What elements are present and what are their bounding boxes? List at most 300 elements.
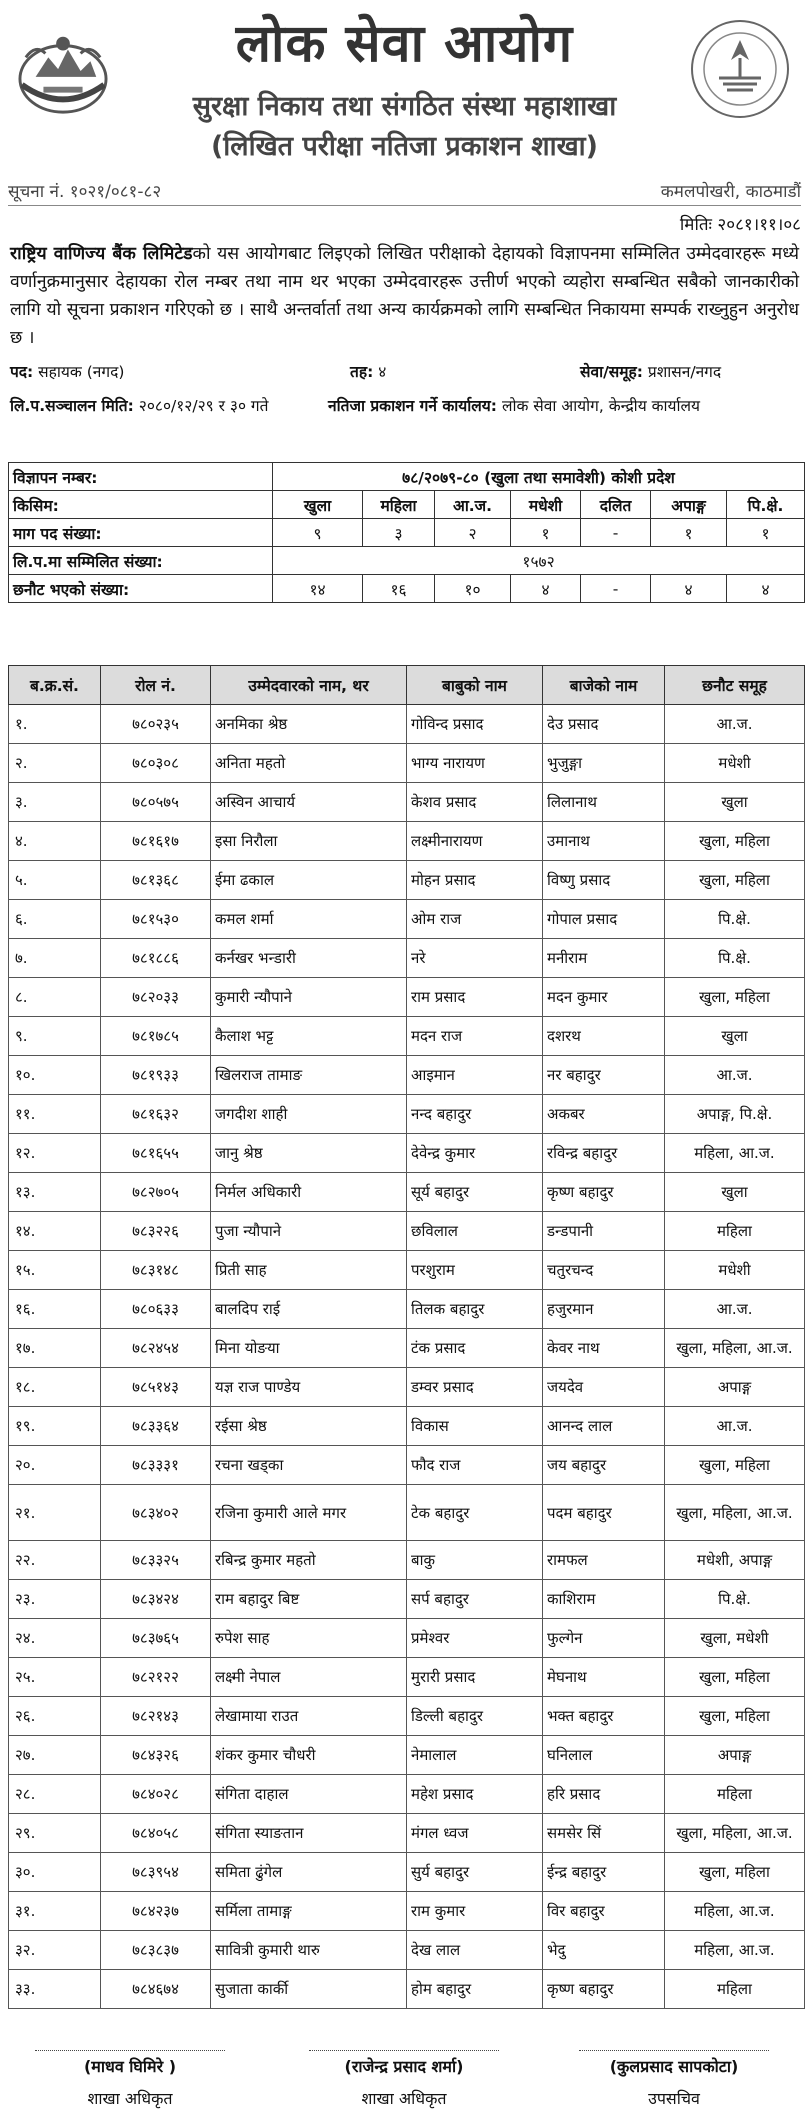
candidate-name: बालदिप राई: [211, 1290, 407, 1329]
grandfather-name: कृष्ण बहादुर: [543, 1173, 665, 1212]
serial-number: २.: [9, 744, 101, 783]
grandfather-name: जयदेव: [543, 1368, 665, 1407]
selected-group: खुला: [665, 783, 805, 822]
selected-count-cell: ४: [651, 575, 727, 603]
selected-group: खुला, महिला: [665, 1446, 805, 1485]
serial-number: ३२.: [9, 1931, 101, 1970]
serial-number: २३.: [9, 1580, 101, 1619]
roll-number: ७८२४५४: [101, 1329, 211, 1368]
advertisement-table: [8, 462, 805, 603]
selected-group: पि.क्षे.: [665, 1580, 805, 1619]
roll-number: ७८१५३०: [101, 900, 211, 939]
selected-group: खुला, महिला: [665, 861, 805, 900]
father-name: परशुराम: [407, 1251, 543, 1290]
father-name: गोविन्द प्रसाद: [407, 705, 543, 744]
grandfather-name: भुजुङ्गा: [543, 744, 665, 783]
selected-group: खुला, महिला, आ.ज.: [665, 1329, 805, 1368]
father-name: केशव प्रसाद: [407, 783, 543, 822]
appeared-value: १५७२: [273, 547, 805, 575]
appeared-label: लि.प.मा सम्मिलित संख्या:: [9, 547, 273, 575]
table-row: [9, 1173, 805, 1212]
serial-number: १.: [9, 705, 101, 744]
serial-number: २८.: [9, 1775, 101, 1814]
table-row: [9, 939, 805, 978]
results-column-header: छनौट समूह: [665, 666, 805, 705]
roll-number: ७८२१२२: [101, 1658, 211, 1697]
selected-count-cell: ४: [727, 575, 805, 603]
grandfather-name: डन्डपानी: [543, 1212, 665, 1251]
serial-number: ४.: [9, 822, 101, 861]
father-name: देवेन्द्र कुमार: [407, 1134, 543, 1173]
results-column-header: बाजेको नाम: [543, 666, 665, 705]
roll-number: ७८३४०२: [101, 1485, 211, 1541]
roll-number: ७८०३०८: [101, 744, 211, 783]
selected-group: मधेशी, अपाङ्ग: [665, 1541, 805, 1580]
candidate-name: अनमिका श्रेष्ठ: [211, 705, 407, 744]
demand-label: माग पद संख्या:: [9, 519, 273, 547]
selected-group: खुला, महिला: [665, 978, 805, 1017]
candidate-name: ईमा ढकाल: [211, 861, 407, 900]
quota-type-cell: दलित: [581, 491, 651, 519]
serial-number: ३.: [9, 783, 101, 822]
results-column-header: रोल नं.: [101, 666, 211, 705]
serial-number: १०.: [9, 1056, 101, 1095]
selected-group: अपाङ्ग: [665, 1368, 805, 1407]
candidate-name: सर्मिला तामाङ्ग: [211, 1892, 407, 1931]
serial-number: २५.: [9, 1658, 101, 1697]
results-column-header: बाबुको नाम: [407, 666, 543, 705]
grandfather-name: मदन कुमार: [543, 978, 665, 1017]
roll-number: ७८३३३१: [101, 1446, 211, 1485]
roll-number: ७८४३२६: [101, 1736, 211, 1775]
level-value: ४: [378, 363, 387, 381]
office-label: नतिजा प्रकाशन गर्ने कार्यालय:: [328, 397, 497, 415]
grandfather-name: भेदु: [543, 1931, 665, 1970]
selected-group: मधेशी: [665, 744, 805, 783]
father-name: बाकु: [407, 1541, 543, 1580]
roll-number: ७८४०२८: [101, 1775, 211, 1814]
results-table: [8, 665, 805, 2009]
selected-group: खुला, महिला: [665, 1658, 805, 1697]
father-name: प्रमेश्वर: [407, 1619, 543, 1658]
candidate-name: पुजा न्यौपाने: [211, 1212, 407, 1251]
serial-number: १६.: [9, 1290, 101, 1329]
grandfather-name: लिलानाथ: [543, 783, 665, 822]
table-row: [9, 1368, 805, 1407]
candidate-name: अस्विन आचार्य: [211, 783, 407, 822]
roll-number: ७८२१४३: [101, 1697, 211, 1736]
signature-block: [0, 2050, 809, 2120]
table-row: [9, 783, 805, 822]
division-title: सुरक्षा निकाय तथा संगठित संस्था महाशाखा: [192, 91, 617, 122]
father-name: मोहन प्रसाद: [407, 861, 543, 900]
grandfather-name: पदम बहादुर: [543, 1485, 665, 1541]
table-row: [9, 1580, 805, 1619]
roll-number: ७८५१४३: [101, 1368, 211, 1407]
table-row: [9, 1407, 805, 1446]
serial-number: २१.: [9, 1485, 101, 1541]
candidate-name: मिना योङया: [211, 1329, 407, 1368]
selected-group: खुला, महिला: [665, 1697, 805, 1736]
selected-count-cell: १४: [273, 575, 363, 603]
grandfather-name: रविन्द्र बहादुर: [543, 1134, 665, 1173]
table-row: [9, 1485, 805, 1541]
grandfather-name: हजुरमान: [543, 1290, 665, 1329]
father-name: फौद राज: [407, 1446, 543, 1485]
type-label: किसिम:: [9, 491, 273, 519]
roll-number: ७८२७०५: [101, 1173, 211, 1212]
signatory-name: (कुलप्रसाद सापकोटा): [609, 2057, 739, 2076]
signature-1: [10, 2050, 250, 2109]
candidate-name: रजिना कुमारी आले मगर: [211, 1485, 407, 1541]
demand-count-cell: ९: [273, 519, 363, 547]
selected-group: अपाङ्ग: [665, 1736, 805, 1775]
roll-number: ७८२०३३: [101, 978, 211, 1017]
table-row: [9, 705, 805, 744]
demand-count-cell: -: [581, 519, 651, 547]
grandfather-name: उमानाथ: [543, 822, 665, 861]
candidate-name: शंकर कुमार चौधरी: [211, 1736, 407, 1775]
selected-group: खुला, महिला, आ.ज.: [665, 1485, 805, 1541]
notice-date: मितिः २०८१।११।०८: [679, 215, 801, 235]
father-name: डिल्ली बहादुर: [407, 1697, 543, 1736]
exam-date-value: २०८०/१२/२९ र ३० गते: [138, 397, 269, 415]
serial-number: ७.: [9, 939, 101, 978]
selected-group: खुला: [665, 1173, 805, 1212]
serial-number: २२.: [9, 1541, 101, 1580]
candidate-name: इसा निरौला: [211, 822, 407, 861]
father-name: राम प्रसाद: [407, 978, 543, 1017]
serial-number: १८.: [9, 1368, 101, 1407]
table-row: [9, 822, 805, 861]
roll-number: ७८१९३३: [101, 1056, 211, 1095]
serial-number: २७.: [9, 1736, 101, 1775]
results-column-header: ब.क्र.सं.: [9, 666, 101, 705]
quota-type-cell: पि.क्षे.: [727, 491, 805, 519]
exam-date-label: लि.प.सञ्चालन मिति:: [10, 397, 134, 415]
roll-number: ७८३७६५: [101, 1619, 211, 1658]
father-name: होम बहादुर: [407, 1970, 543, 2009]
service-label: सेवा/समूह:: [580, 363, 643, 381]
father-name: मुरारी प्रसाद: [407, 1658, 543, 1697]
father-name: सूर्य बहादुर: [407, 1173, 543, 1212]
serial-number: ३०.: [9, 1853, 101, 1892]
selected-group: अपाङ्ग, पि.क्षे.: [665, 1095, 805, 1134]
father-name: देख लाल: [407, 1931, 543, 1970]
grandfather-name: विर बहादुर: [543, 1892, 665, 1931]
father-name: टंक प्रसाद: [407, 1329, 543, 1368]
notice-number: सूचना नं. १०२१/०८१-८२: [8, 182, 162, 202]
table-row: [9, 1814, 805, 1853]
quota-type-cell: मधेशी: [511, 491, 581, 519]
roll-number: ७८१६३२: [101, 1095, 211, 1134]
grandfather-name: आनन्द लाल: [543, 1407, 665, 1446]
serial-number: ८.: [9, 978, 101, 1017]
demand-count-cell: ३: [363, 519, 435, 547]
serial-number: १५.: [9, 1251, 101, 1290]
roll-number: ७८४२३७: [101, 1892, 211, 1931]
signatory-post: शाखा अधिकृत: [87, 2089, 173, 2108]
serial-number: ११.: [9, 1095, 101, 1134]
grandfather-name: भक्त बहादुर: [543, 1697, 665, 1736]
grandfather-name: हरि प्रसाद: [543, 1775, 665, 1814]
father-name: आइमान: [407, 1056, 543, 1095]
post-label: पद:: [10, 363, 34, 381]
header: [0, 0, 809, 175]
father-name: नेमालाल: [407, 1736, 543, 1775]
selected-count-cell: ४: [511, 575, 581, 603]
quota-type-cell: महिला: [363, 491, 435, 519]
father-name: लक्ष्मीनारायण: [407, 822, 543, 861]
roll-number: ७८१६१७: [101, 822, 211, 861]
grandfather-name: रामफल: [543, 1541, 665, 1580]
exam-info-row: [10, 386, 799, 420]
ad-number-label: विज्ञापन नम्बर:: [9, 463, 273, 491]
table-row: [9, 1853, 805, 1892]
serial-number: २४.: [9, 1619, 101, 1658]
serial-number: १३.: [9, 1173, 101, 1212]
bank-name: राष्ट्रिय वाणिज्य बैंक लिमिटेड: [10, 244, 193, 264]
roll-number: ७८३९५४: [101, 1853, 211, 1892]
grandfather-name: काशिराम: [543, 1580, 665, 1619]
level-label: तह:: [350, 363, 374, 381]
selected-group: महिला: [665, 1970, 805, 2009]
notice-paragraph: [10, 240, 799, 352]
table-row: [9, 1892, 805, 1931]
table-row: [9, 1329, 805, 1368]
table-row: [9, 1658, 805, 1697]
father-name: ओम राज: [407, 900, 543, 939]
candidate-name: अनिता महतो: [211, 744, 407, 783]
table-row: [9, 900, 805, 939]
serial-number: ९.: [9, 1017, 101, 1056]
demand-count-cell: १: [511, 519, 581, 547]
serial-number: ५.: [9, 861, 101, 900]
table-row: [9, 1970, 805, 2009]
table-row: [9, 1095, 805, 1134]
roll-number: ७८१७८५: [101, 1017, 211, 1056]
candidate-name: कैलाश भट्ट: [211, 1017, 407, 1056]
table-row: [9, 1619, 805, 1658]
signatory-post: उपसचिव: [648, 2089, 700, 2108]
service-value: प्रशासन/नगद: [647, 363, 722, 381]
serial-number: १२.: [9, 1134, 101, 1173]
grandfather-name: ईन्द्र बहादुर: [543, 1853, 665, 1892]
candidate-name: सावित्री कुमारी थारु: [211, 1931, 407, 1970]
grandfather-name: अकबर: [543, 1095, 665, 1134]
roll-number: ७८०६३३: [101, 1290, 211, 1329]
father-name: महेश प्रसाद: [407, 1775, 543, 1814]
father-name: टेक बहादुर: [407, 1485, 543, 1541]
office-value: लोक सेवा आयोग, केन्द्रीय कार्यालय: [501, 397, 701, 415]
grandfather-name: मनीराम: [543, 939, 665, 978]
demand-count-cell: १: [727, 519, 805, 547]
table-row: [9, 1290, 805, 1329]
roll-number: ७८४०५८: [101, 1814, 211, 1853]
section-title: (लिखित परीक्षा नतिजा प्रकाशन शाखा): [210, 131, 599, 162]
father-name: विकास: [407, 1407, 543, 1446]
grandfather-name: चतुरचन्द: [543, 1251, 665, 1290]
selected-group: खुला, महिला, आ.ज.: [665, 1814, 805, 1853]
quota-type-cell: अपाङ्ग: [651, 491, 727, 519]
selected-group: महिला: [665, 1212, 805, 1251]
candidate-name: संगिता स्याङतान: [211, 1814, 407, 1853]
candidate-name: जगदीश शाही: [211, 1095, 407, 1134]
selected-group: महिला, आ.ज.: [665, 1931, 805, 1970]
quota-type-cell: आ.ज.: [435, 491, 511, 519]
grandfather-name: विष्णु प्रसाद: [543, 861, 665, 900]
candidate-name: रचना खड्का: [211, 1446, 407, 1485]
father-name: डम्वर प्रसाद: [407, 1368, 543, 1407]
candidate-name: कुमारी न्यौपाने: [211, 978, 407, 1017]
candidate-name: समिता ढुंगेल: [211, 1853, 407, 1892]
grandfather-name: मेघनाथ: [543, 1658, 665, 1697]
candidate-name: यज्ञ राज पाण्डेय: [211, 1368, 407, 1407]
selected-label: छनौट भएको संख्या:: [9, 575, 273, 603]
selected-group: महिला, आ.ज.: [665, 1892, 805, 1931]
serial-number: १४.: [9, 1212, 101, 1251]
candidate-name: प्रिती साह: [211, 1251, 407, 1290]
demand-count-cell: २: [435, 519, 511, 547]
table-row: [9, 1931, 805, 1970]
selected-group: आ.ज.: [665, 705, 805, 744]
selected-group: महिला: [665, 1775, 805, 1814]
selected-group: महिला, आ.ज.: [665, 1134, 805, 1173]
selected-count-cell: १०: [435, 575, 511, 603]
roll-number: ७८३१४८: [101, 1251, 211, 1290]
candidate-name: सुजाता कार्की: [211, 1970, 407, 2009]
candidate-name: निर्मल अधिकारी: [211, 1173, 407, 1212]
selected-group: पि.क्षे.: [665, 939, 805, 978]
roll-number: ७८१३६८: [101, 861, 211, 900]
serial-number: २०.: [9, 1446, 101, 1485]
notice-body: को यस आयोगबाट लिइएको लिखित परीक्षाको देहायको विज्ञापनमा सम्मिलित उम्मेदवारहरू मध्ये वर्णानुक्रमानुसार देहायका रोल नम्बर तथा नाम थर भएका उम्मेदवारहरू उत्तीर्ण भएको व्यहोरा सम्बन्धित सबैको जानकारीको लागि यो सूचना प्रकाशन गरिएको छ । साथै अन्तर्वार्ता तथा अन्य कार्यक्रमको लागि सम्बन्धित निकायमा सम्पर्क राख्नुहुन अनुरोध छ ।: [10, 244, 799, 348]
grandfather-name: जय बहादुर: [543, 1446, 665, 1485]
candidate-name: रईसा श्रेष्ठ: [211, 1407, 407, 1446]
selected-group: आ.ज.: [665, 1407, 805, 1446]
roll-number: ७८०५७५: [101, 783, 211, 822]
table-row: [9, 861, 805, 900]
candidate-name: खिलराज तामाङ: [211, 1056, 407, 1095]
demand-count-cell: १: [651, 519, 727, 547]
signatory-name: (राजेन्द्र प्रसाद शर्मा): [344, 2057, 464, 2076]
psc-logo-icon: [689, 18, 791, 120]
serial-number: ३३.: [9, 1970, 101, 2009]
grandfather-name: दशरथ: [543, 1017, 665, 1056]
signature-2: [284, 2050, 524, 2109]
selected-group: खुला, महिला: [665, 822, 805, 861]
roll-number: ७८३४२४: [101, 1580, 211, 1619]
post-info-row: [10, 352, 799, 386]
table-row: [9, 744, 805, 783]
candidate-name: राम बहादुर बिष्ट: [211, 1580, 407, 1619]
roll-number: ७८१६५५: [101, 1134, 211, 1173]
table-row: [9, 1736, 805, 1775]
ad-number-value: ७८/२०७९-८० (खुला तथा समावेशी) कोशी प्रदेश: [273, 463, 805, 491]
father-name: नन्द बहादुर: [407, 1095, 543, 1134]
selected-group: आ.ज.: [665, 1290, 805, 1329]
roll-number: ७८०२३५: [101, 705, 211, 744]
grandfather-name: घनिलाल: [543, 1736, 665, 1775]
grandfather-name: फुल्गेन: [543, 1619, 665, 1658]
father-name: सर्प बहादुर: [407, 1580, 543, 1619]
grandfather-name: केवर नाथ: [543, 1329, 665, 1368]
table-row: [9, 1212, 805, 1251]
roll-number: ७८३२२६: [101, 1212, 211, 1251]
father-name: छविलाल: [407, 1212, 543, 1251]
table-row: [9, 1251, 805, 1290]
roll-number: ७८३३६४: [101, 1407, 211, 1446]
father-name: सुर्य बहादुर: [407, 1853, 543, 1892]
signatory-post: शाखा अधिकृत: [361, 2089, 447, 2108]
candidate-name: कमल शर्मा: [211, 900, 407, 939]
father-name: मदन राज: [407, 1017, 543, 1056]
selected-group: खुला, मधेशी: [665, 1619, 805, 1658]
signatory-name: (माधव घिमिरे ): [83, 2057, 177, 2076]
signature-3: [554, 2050, 794, 2109]
serial-number: २९.: [9, 1814, 101, 1853]
roll-number: ७८१८८६: [101, 939, 211, 978]
table-row: [9, 1446, 805, 1485]
table-row: [9, 978, 805, 1017]
candidate-name: जानु श्रेष्ठ: [211, 1134, 407, 1173]
selected-group: मधेशी: [665, 1251, 805, 1290]
serial-number: ३१.: [9, 1892, 101, 1931]
roll-number: ७८३८३७: [101, 1931, 211, 1970]
candidate-name: संगिता दाहाल: [211, 1775, 407, 1814]
candidate-name: कर्नखर भन्डारी: [211, 939, 407, 978]
father-name: तिलक बहादुर: [407, 1290, 543, 1329]
table-row: [9, 1017, 805, 1056]
candidate-name: लक्ष्मी नेपाल: [211, 1658, 407, 1697]
results-column-header: उम्मेदवारको नाम, थर: [211, 666, 407, 705]
post-value: सहायक (नगद): [38, 363, 125, 381]
commission-title: लोक सेवा आयोग: [235, 14, 574, 74]
father-name: नरे: [407, 939, 543, 978]
roll-number: ७८४६७४: [101, 1970, 211, 2009]
selected-group: खुला: [665, 1017, 805, 1056]
table-row: [9, 1775, 805, 1814]
quota-type-cell: खुला: [273, 491, 363, 519]
selected-group: पि.क्षे.: [665, 900, 805, 939]
candidate-name: रबिन्द्र कुमार महतो: [211, 1541, 407, 1580]
table-row: [9, 1134, 805, 1173]
serial-number: १७.: [9, 1329, 101, 1368]
selected-count-cell: १६: [363, 575, 435, 603]
grandfather-name: गोपाल प्रसाद: [543, 900, 665, 939]
table-row: [9, 1056, 805, 1095]
table-row: [9, 1541, 805, 1580]
grandfather-name: देउ प्रसाद: [543, 705, 665, 744]
reference-line: [8, 175, 801, 206]
table-row: [9, 1697, 805, 1736]
selected-group: आ.ज.: [665, 1056, 805, 1095]
selected-group: खुला, महिला: [665, 1853, 805, 1892]
serial-number: २६.: [9, 1697, 101, 1736]
roll-number: ७८३३२५: [101, 1541, 211, 1580]
father-name: भाग्य नारायण: [407, 744, 543, 783]
candidate-name: रुपेश साह: [211, 1619, 407, 1658]
serial-number: ६.: [9, 900, 101, 939]
father-name: मंगल ध्वज: [407, 1814, 543, 1853]
grandfather-name: समसेर सिं: [543, 1814, 665, 1853]
selected-count-cell: -: [581, 575, 651, 603]
serial-number: १९.: [9, 1407, 101, 1446]
father-name: राम कुमार: [407, 1892, 543, 1931]
candidate-name: लेखामाया राउत: [211, 1697, 407, 1736]
grandfather-name: नर बहादुर: [543, 1056, 665, 1095]
office-location: कमलपोखरी, काठमाडौं: [660, 182, 801, 202]
